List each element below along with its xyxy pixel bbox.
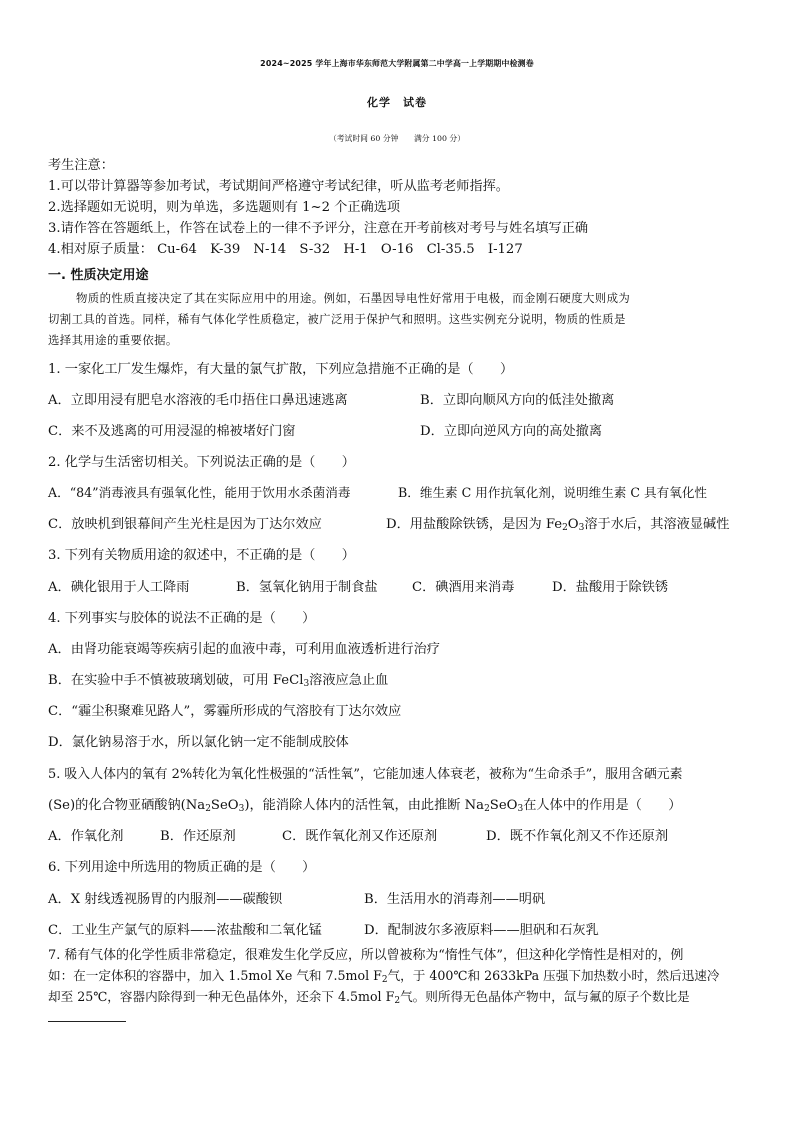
section-intro-line-2: 切割工具的首选。同样，稀有气体化学性质稳定，被广泛用于保护气和照明。这些实例充分说明，物质的性质是 (48, 312, 626, 326)
question-1-option-d: D．立即向逆风方向的高处撤离 (420, 424, 603, 439)
question-3-stem: 3. 下列有关物质用途的叙述中，不正确的是（ ） (48, 548, 355, 563)
question-3-option-b: B．氢氧化钠用于制食盐 (236, 580, 378, 595)
question-6-option-a: A．X 射线透视肠胃的内服剂——碳酸钡 (48, 892, 283, 907)
question-3-option-d: D．盐酸用于除铁锈 (552, 580, 669, 595)
section-heading: 一. 性质决定用途 (48, 268, 149, 283)
question-5-option-b: B．作还原剂 (160, 829, 236, 844)
question-4-stem: 4. 下列事实与胶体的说法不正确的是（ ） (48, 611, 316, 626)
notice-item-2: 2.选择题如无说明，则为单选，多选题则有 1~2 个正确选项 (48, 200, 401, 215)
section-intro-line-3: 选择其用途的重要依据。 (48, 333, 178, 347)
question-2-option-d: D．用盐酸除铁锈，是因为 $Fe_2O_3$溶于水后，其溶液显碱性 (386, 517, 730, 533)
question-6-option-c: C．工业生产氯气的原料——浓盐酸和二氧化锰 (48, 923, 322, 938)
question-4-option-d: D．氯化钠易溶于水，所以氯化钠一定不能制成胶体 (48, 735, 349, 750)
question-6-stem: 6. 下列用途中所选用的物质正确的是（ ） (48, 860, 316, 875)
question-1-option-a: A．立即用浸有肥皂水溶液的毛巾捂住口鼻迅速逃离 (48, 393, 348, 408)
question-5-stem-line-2: (Se)的化合物亚硒酸钠$(Na_2SeO_3)$，能消除人体内的活性氧，由此推断 $Na_2SeO_3$在人体中的作用是（ ） (48, 798, 682, 814)
question-7-line-3: 却至 25℃，容器内除得到一种无色晶体外，还余下 4.5mol $F_2$气。则所得无色晶体产物中，氙与氟的原子个数比是 (48, 989, 690, 1006)
question-6-option-d: D．配制波尔多液原料——胆矾和石灰乳 (364, 923, 599, 938)
question-1-option-b: B．立即向顺风方向的低洼处撤离 (420, 393, 615, 408)
question-4-option-a: A．由肾功能衰竭等疾病引起的血液中毒，可利用血液透析进行治疗 (48, 642, 440, 657)
question-2-option-b: B．维生素 C 用作抗氧化剂，说明维生素 C 具有氧化性 (398, 485, 708, 500)
answer-blank-line (48, 1021, 126, 1022)
question-2-stem: 2. 化学与生活密切相关。下列说法正确的是（ ） (48, 455, 355, 470)
exam-info: （考试时间 60 分钟 满分 100 分） (328, 134, 466, 143)
question-3-option-a: A．碘化银用于人工降雨 (48, 580, 190, 595)
question-5-option-d: D．既不作氧化剂又不作还原剂 (486, 829, 669, 844)
notice-item-1: 1.可以带计算器等参加考试，考试期间严格遵守考试纪律，听从监考老师指挥。 (48, 179, 509, 194)
notice-item-3: 3.请作答在答题纸上，作答在试卷上的一律不予评分，注意在开考前核对考号与姓名填写正确 (48, 221, 589, 236)
question-7-line-2: 如：在一定体积的容器中，加入 1.5mol Xe 气和 7.5mol $F_2$气，于 400℃和 2633kPa 压强下加热数小时，然后迅速冷 (48, 968, 720, 985)
question-6-option-b: B．生活用水的消毒剂——明矾 (364, 892, 546, 907)
question-3-option-c: C．碘酒用来消毒 (412, 580, 515, 595)
question-7-line-1: 7. 稀有气体的化学性质非常稳定，很难发生化学反应，所以曾被称为“惰性气体”，但这种化学惰性是相对的，例 (48, 948, 684, 963)
question-4-option-b: B．在实验中手不慎被玻璃划破，可用 FeCl$_3$溶液应急止血 (48, 673, 389, 689)
question-4-option-c: C．“霾尘积聚难见路人”，雾霾所形成的气溶胶有丁达尔效应 (48, 704, 402, 719)
question-1-stem: 1. 一家化工厂发生爆炸，有大量的氯气扩散，下列应急措施不正确的是（ ） (48, 362, 514, 377)
question-1-option-c: C．来不及逃离的可用浸湿的棉被堵好门窗 (48, 424, 296, 439)
question-5-stem-line-1: 5. 吸入人体内的氧有 2%转化为氧化性极强的“活性氧”，它能加速人体衰老，被称为“生命杀手”，服用含硒元素 (48, 767, 683, 782)
question-5-option-c: C．既作氧化剂又作还原剂 (282, 829, 438, 844)
notice-heading: 考生注意： (48, 158, 114, 173)
exam-title: 2024~2025 学年上海市华东师范大学附属第二中学高一上学期期中检测卷 (260, 59, 534, 68)
section-intro-line-1: 物质的性质直接决定了其在实际应用中的用途。例如，石墨因导电性好常用于电极，而金刚石硬度大则成为 (76, 291, 631, 305)
question-2-option-a: A．“84”消毒液具有强氧化性，能用于饮用水杀菌消毒 (48, 485, 351, 500)
subject-title: 化学 试卷 (367, 96, 427, 109)
notice-item-4: 4.相对原子质量： Cu-64 K-39 N-14 S-32 H-1 O-16 Cl-35.5 I-127 (48, 242, 523, 257)
question-5-option-a: A．作氧化剂 (48, 829, 124, 844)
question-2-option-c: C．放映机到银幕间产生光柱是因为丁达尔效应 (48, 517, 322, 532)
